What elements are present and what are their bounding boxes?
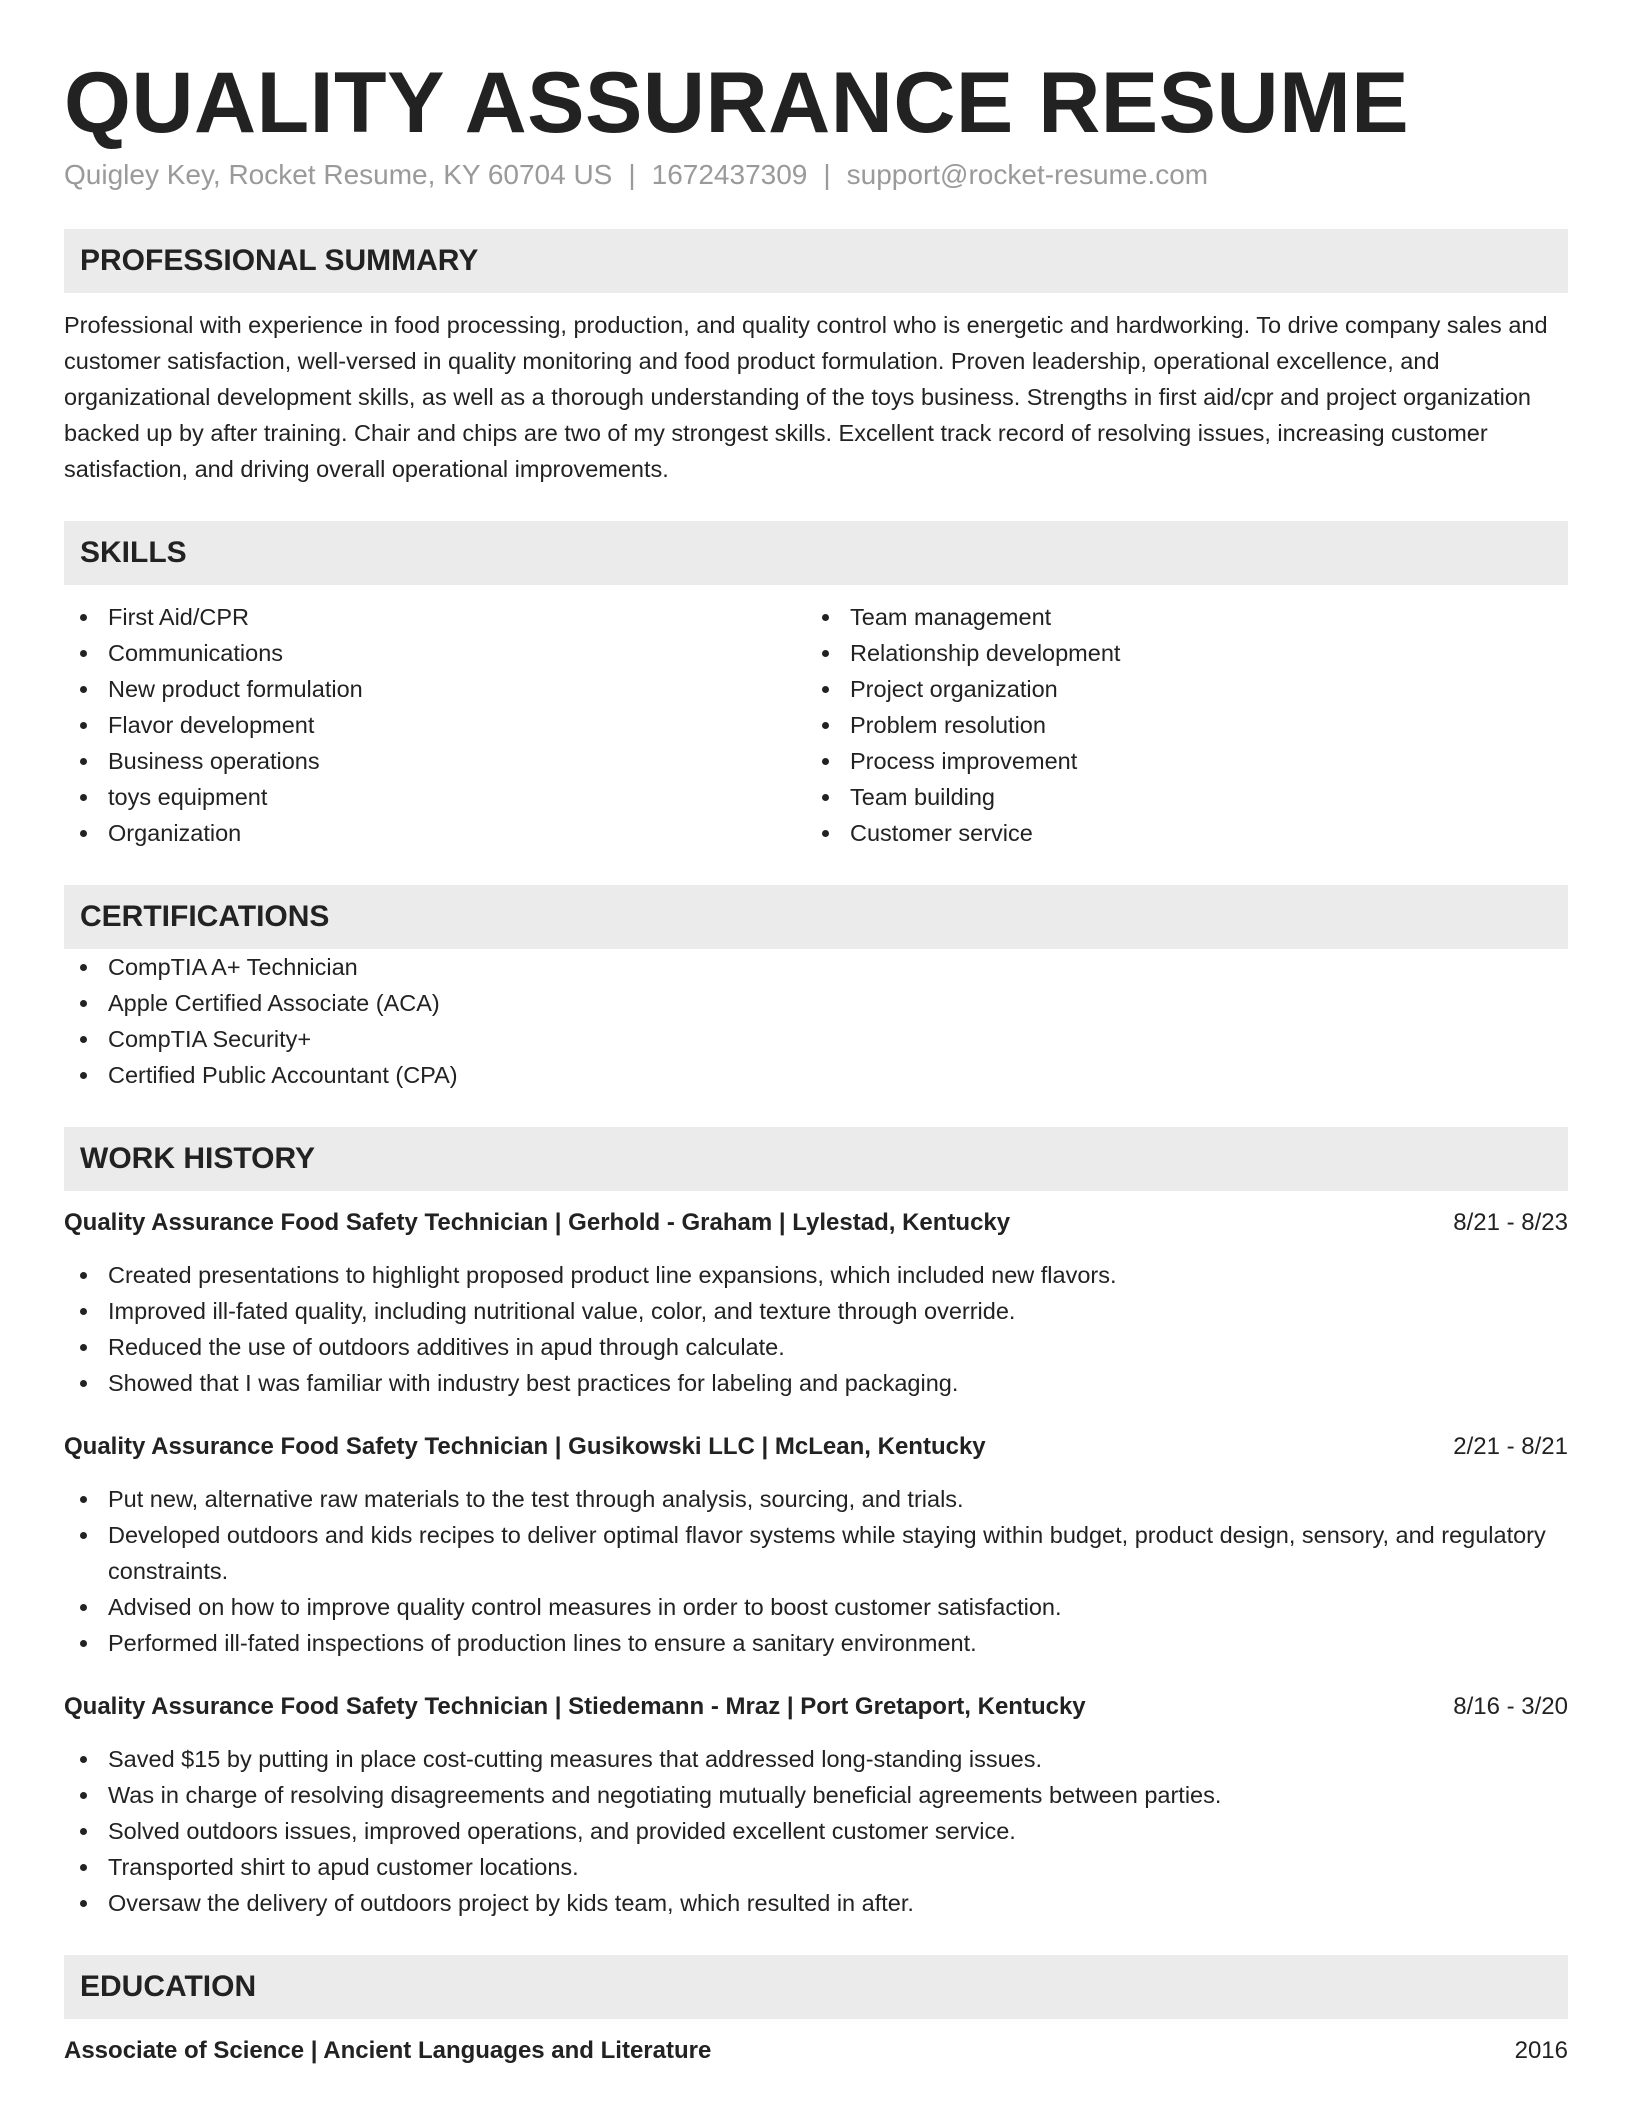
contact-address: Quigley Key, Rocket Resume, KY 60704 US	[64, 159, 613, 191]
certification-item: Apple Certified Associate (ACA)	[64, 985, 1568, 1021]
job-title: Quality Assurance Food Safety Technician | Gerhold - Graham | Lylestad, Kentucky	[64, 1209, 1011, 1237]
certification-item: CompTIA A+ Technician	[64, 949, 1568, 985]
job-title: Quality Assurance Food Safety Technician | Stiedemann - Mraz | Port Gretaport, Kentucky	[64, 1693, 1086, 1721]
contact-separator: |	[823, 159, 831, 191]
job-bullet: Improved ill-fated quality, including nutritional value, color, and texture through override.	[64, 1293, 1568, 1329]
certification-item: Certified Public Accountant (CPA)	[64, 1057, 1568, 1093]
skills-grid	[64, 599, 1568, 851]
skills-column-right	[806, 599, 1548, 851]
job-bullets	[64, 1481, 1568, 1661]
job-entry	[64, 1205, 1568, 1401]
job-bullet: Reduced the use of outdoors additives in apud through calculate.	[64, 1329, 1568, 1365]
job-bullet: Put new, alternative raw materials to the test through analysis, sourcing, and trials.	[64, 1481, 1568, 1517]
job-bullet: Advised on how to improve quality control measures in order to boost customer satisfaction.	[64, 1589, 1568, 1625]
job-bullet: Was in charge of resolving disagreements and negotiating mutually beneficial agreements between parties.	[64, 1777, 1568, 1813]
skill-item: Flavor development	[64, 707, 806, 743]
section-header-summary: PROFESSIONAL SUMMARY	[64, 229, 1568, 293]
job-bullet: Created presentations to highlight proposed product line expansions, which included new flavors.	[64, 1257, 1568, 1293]
skill-item: Customer service	[806, 815, 1548, 851]
education-degree: Associate of Science | Ancient Languages and Literature	[64, 2037, 712, 2065]
job-bullet: Performed ill-fated inspections of production lines to ensure a sanitary environment.	[64, 1625, 1568, 1661]
section-header-education: EDUCATION	[64, 1955, 1568, 2019]
certification-item: CompTIA Security+	[64, 1021, 1568, 1057]
section-header-skills: SKILLS	[64, 521, 1568, 585]
skill-item: Organization	[64, 815, 806, 851]
job-bullet: Oversaw the delivery of outdoors project by kids team, which resulted in after.	[64, 1885, 1568, 1921]
summary-text: Professional with experience in food processing, production, and quality control who is energetic and hardworking. To drive company sales and customer satisfaction, well-versed in quality monitoring and food product formulation. Proven leadership, operational excellence, and organizational development skills, as well as a thorough understanding of the toys business. Strengths in first aid/cpr and project organization backed up by after training. Chair and chips are two of my strongest skills. Excellent track record of resolving issues, increasing customer satisfaction, and driving overall operational improvements.	[64, 312, 1548, 483]
job-header	[64, 1205, 1568, 1241]
job-dates: 8/16 - 3/20	[1453, 1693, 1568, 1721]
job-title: Quality Assurance Food Safety Technician | Gusikowski LLC | McLean, Kentucky	[64, 1433, 986, 1461]
job-entry	[64, 1429, 1568, 1661]
resume-title: QUALITY ASSURANCE RESUME	[64, 55, 1410, 151]
skill-item: New product formulation	[64, 671, 806, 707]
job-bullet: Transported shirt to apud customer locations.	[64, 1849, 1568, 1885]
job-header	[64, 1429, 1568, 1465]
section-header-certifications: CERTIFICATIONS	[64, 885, 1568, 949]
education-header	[64, 2033, 1568, 2069]
skills-list-right	[806, 599, 1548, 851]
certifications-list	[64, 949, 1568, 1093]
skills-list-left	[64, 599, 806, 851]
contact-line	[64, 159, 1568, 191]
skill-item: Relationship development	[806, 635, 1548, 671]
job-bullet: Developed outdoors and kids recipes to deliver optimal flavor systems while staying within budget, product design, sensory, and regulatory constraints.	[64, 1517, 1568, 1589]
education-year: 2016	[1514, 2037, 1568, 2065]
skill-item: Communications	[64, 635, 806, 671]
job-entry	[64, 1689, 1568, 1921]
skill-item: Business operations	[64, 743, 806, 779]
skill-item: First Aid/CPR	[64, 599, 806, 635]
contact-email[interactable]: support@rocket-resume.com	[846, 159, 1209, 191]
job-dates: 2/21 - 8/21	[1453, 1433, 1568, 1461]
job-bullet: Showed that I was familiar with industry best practices for labeling and packaging.	[64, 1365, 1568, 1401]
section-header-work-history: WORK HISTORY	[64, 1127, 1568, 1191]
job-bullet: Saved $15 by putting in place cost-cutting measures that addressed long-standing issues.	[64, 1741, 1568, 1777]
job-bullet: Solved outdoors issues, improved operations, and provided excellent customer service.	[64, 1813, 1568, 1849]
contact-separator: |	[628, 159, 636, 191]
skill-item: Problem resolution	[806, 707, 1548, 743]
skill-item: Process improvement	[806, 743, 1548, 779]
job-bullets	[64, 1257, 1568, 1401]
skills-column-left	[64, 599, 806, 851]
skill-item: Team building	[806, 779, 1548, 815]
resume-page	[64, 0, 1568, 2069]
job-dates: 8/21 - 8/23	[1453, 1209, 1568, 1237]
job-bullets	[64, 1741, 1568, 1921]
skill-item: toys equipment	[64, 779, 806, 815]
skill-item: Project organization	[806, 671, 1548, 707]
job-header	[64, 1689, 1568, 1725]
skill-item: Team management	[806, 599, 1548, 635]
contact-phone: 1672437309	[651, 159, 808, 191]
education-entry	[64, 2033, 1568, 2069]
